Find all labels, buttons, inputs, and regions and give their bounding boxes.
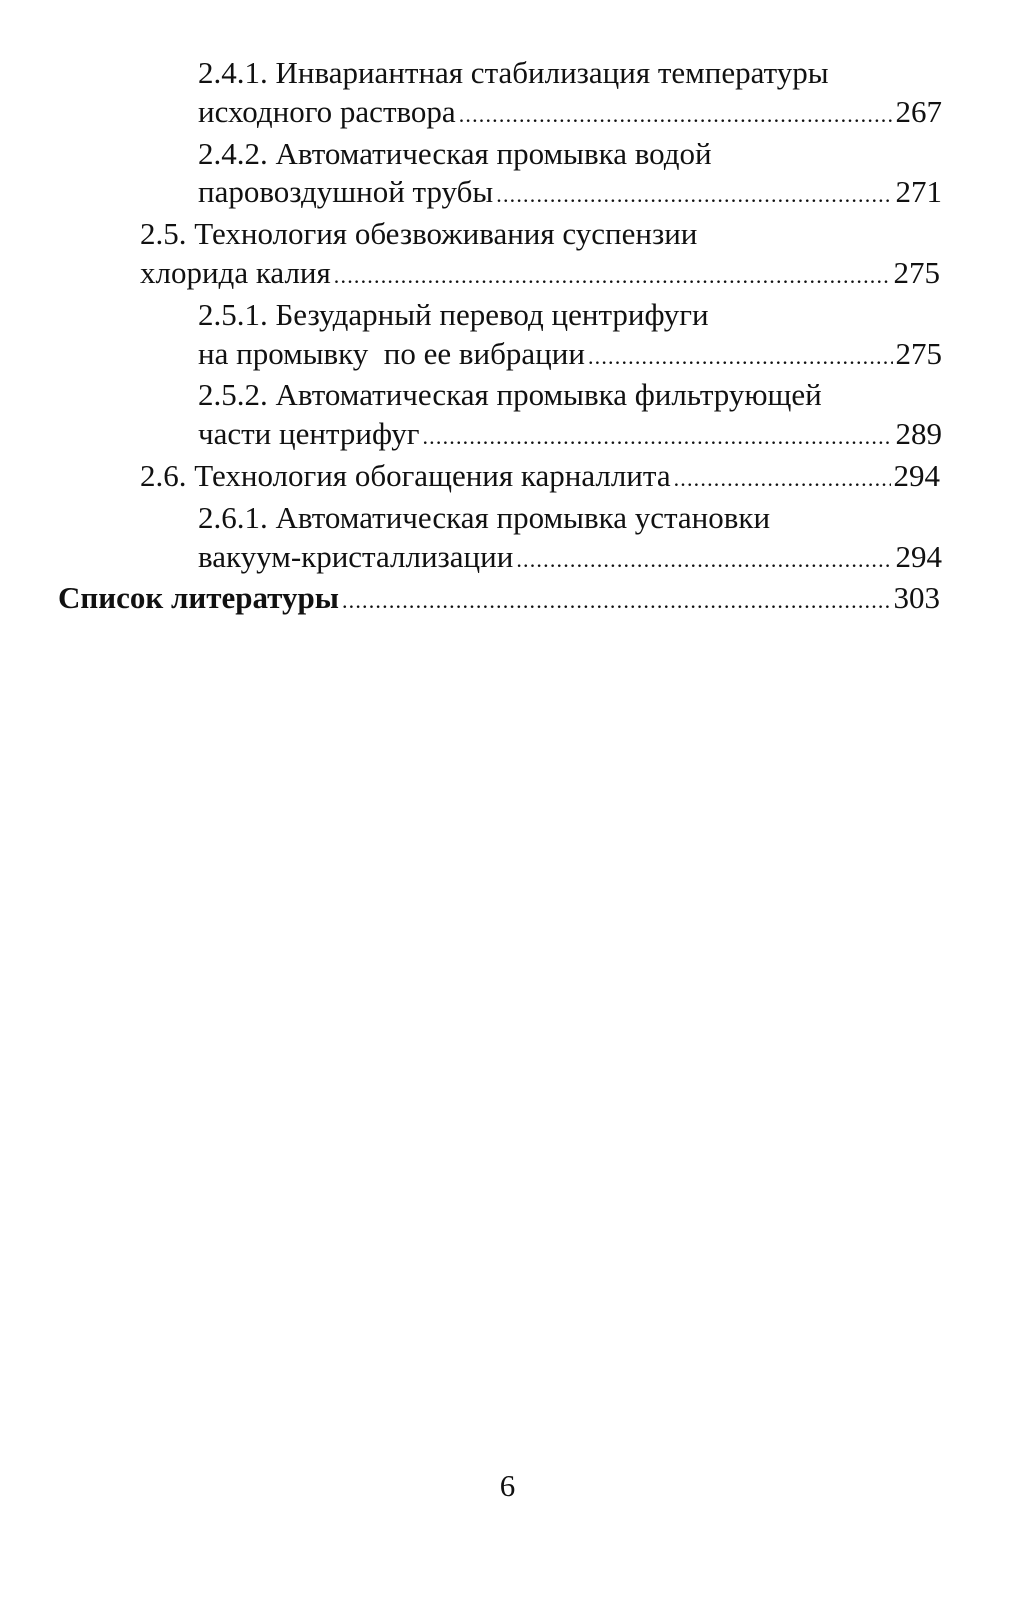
toc-entry-leader-line — [140, 457, 940, 499]
toc-entry-title: 2.5.1. Безударный перевод центрифуги — [198, 296, 709, 332]
toc-entry-page: 275 — [895, 335, 942, 371]
toc-entry-title-end: вакуум-кристаллизации — [198, 538, 514, 574]
toc-entry-title-end: исходного раствора — [198, 93, 456, 129]
toc-entry-2-6-1 — [198, 499, 1015, 580]
toc-entry-leader-line — [140, 254, 940, 296]
toc-entry-page: 294 — [893, 457, 940, 493]
toc-entry-title-end: хлорида калия — [140, 254, 331, 290]
toc-entry-title: 2.6.1. Автоматическая промывка установки — [198, 499, 771, 535]
toc-entry-leader-line — [58, 579, 940, 621]
dot-leader — [496, 176, 892, 215]
toc-entry-bibliography — [58, 579, 1015, 621]
toc-entry-2-4-2 — [198, 135, 1015, 216]
toc-entry-title-end: на промывку по ее вибрации — [198, 335, 585, 371]
toc-entry-title-end: 2.6. Технология обогащения карналлита — [140, 457, 671, 493]
toc-entry-title: 2.4.2. Автоматическая промывка водой — [198, 135, 712, 171]
dot-leader — [459, 96, 893, 135]
dot-leader — [674, 460, 891, 499]
toc-entry-2-5-1 — [198, 296, 1015, 377]
toc-entry-leader-line — [198, 415, 942, 457]
toc-entry-page: 267 — [895, 93, 942, 129]
toc-entry-title-end: паровоздушной трубы — [198, 174, 494, 210]
toc-entry-2-5 — [140, 215, 1015, 296]
dot-leader — [516, 541, 892, 580]
toc-entry-title: 2.5. Технология обезвоживания суспензии — [140, 216, 698, 252]
toc-entry-page: 303 — [893, 580, 940, 616]
dot-leader — [334, 257, 891, 296]
toc-entry-leader-line — [198, 93, 942, 135]
toc-entry-2-4-1 — [198, 54, 1015, 135]
toc-entry-2-6 — [140, 457, 1015, 499]
toc-entry-page: 289 — [895, 416, 942, 452]
toc-entry-leader-line — [198, 173, 942, 215]
toc-entry-title-end: Список литературы — [58, 580, 339, 616]
table-of-contents — [0, 54, 1015, 621]
page-number: 6 — [499, 1468, 516, 1503]
toc-entry-page: 294 — [895, 538, 942, 574]
toc-entry-leader-line — [198, 538, 942, 580]
dot-leader — [588, 338, 893, 377]
toc-entry-title: 2.4.1. Инвариантная стабилизация температуры — [198, 55, 829, 90]
toc-entry-2-5-2 — [198, 376, 1015, 457]
toc-entry-title: 2.5.2. Автоматическая промывка фильтрующей — [198, 377, 822, 413]
dot-leader — [422, 418, 892, 457]
toc-entry-page: 275 — [893, 254, 940, 290]
toc-entry-title-end: части центрифуг — [198, 416, 420, 452]
dot-leader — [342, 582, 891, 621]
toc-entry-page: 271 — [895, 174, 942, 210]
toc-entry-leader-line — [198, 335, 942, 377]
